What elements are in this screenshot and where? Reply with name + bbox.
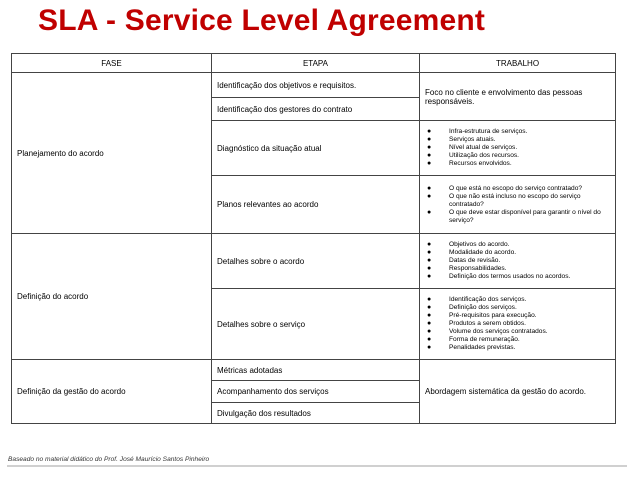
list-item: ● O que está no escopo do serviço contratado? xyxy=(427,184,583,192)
list-item: ● Produtos a serem obtidos. xyxy=(427,320,526,327)
bullet-icon: ● xyxy=(427,328,432,335)
etapa-divulgacao: Divulgação dos resultados xyxy=(212,403,420,424)
list-item: ● Forma de remuneração. xyxy=(427,336,520,343)
list-item: ● Definição dos termos usados no acordos. xyxy=(427,273,571,280)
bullet-icon: ● xyxy=(427,296,432,303)
bullet-icon: ● xyxy=(427,208,432,216)
fase-definicao: Definição do acordo xyxy=(12,234,212,360)
table-row xyxy=(12,360,616,381)
trabalho-servico-cell xyxy=(420,289,616,360)
fase-gestao: Definição da gestão do acordo xyxy=(12,360,212,424)
bullet-icon: ● xyxy=(427,312,432,319)
acordo-list xyxy=(425,241,610,281)
trabalho-diagnostico-cell xyxy=(420,121,616,176)
bullet-icon: ● xyxy=(427,136,432,143)
list-item: ● O que deve estar disponível para garantir o nível do serviço? xyxy=(427,208,601,224)
footer-divider xyxy=(7,465,627,467)
header-etapa: ETAPA xyxy=(212,54,420,73)
bullet-icon: ● xyxy=(427,344,432,351)
list-item: ● Volume dos serviços contratados. xyxy=(427,328,548,335)
trabalho-acordo-cell xyxy=(420,234,616,289)
servico-list xyxy=(425,296,610,352)
table-row xyxy=(12,73,616,98)
list-item: ● Nível atual de serviços. xyxy=(427,144,518,151)
bullet-icon: ● xyxy=(427,144,432,151)
list-item: ● Datas de revisão. xyxy=(427,257,501,264)
bullet-icon: ● xyxy=(427,304,432,311)
list-item: ● Modalidade do acordo. xyxy=(427,249,517,256)
list-item: ● Recursos envolvidos. xyxy=(427,160,512,167)
bullet-icon: ● xyxy=(427,128,432,135)
list-item: ● Responsabilidades. xyxy=(427,265,507,272)
list-item: ● Identificação dos serviços. xyxy=(427,296,527,303)
list-item: ● Objetivos do acordo. xyxy=(427,241,510,248)
slide-title: SLA - Service Level Agreement xyxy=(38,4,486,37)
etapa-detalhes-servico: Detalhes sobre o serviço xyxy=(212,289,420,360)
fase-planejamento: Planejamento do acordo xyxy=(12,73,212,234)
header-fase: FASE xyxy=(12,54,212,73)
bullet-icon: ● xyxy=(427,273,432,280)
list-item: ● Definição dos serviços. xyxy=(427,304,517,311)
planos-list xyxy=(425,185,610,225)
bullet-icon: ● xyxy=(427,152,432,159)
bullet-icon: ● xyxy=(427,320,432,327)
list-item: ● Utilização dos recursos. xyxy=(427,152,519,159)
list-item: ● Infra-estrutura de serviços. xyxy=(427,128,528,135)
list-item: ● O que não está incluso no escopo do serviço contratado? xyxy=(427,192,581,208)
etapa-detalhes-acordo: Detalhes sobre o acordo xyxy=(212,234,420,289)
etapa-diagnostico: Diagnóstico da situação atual xyxy=(212,121,420,176)
etapa-identificacao-gestores: Identificação dos gestores do contrato xyxy=(212,98,420,121)
bullet-icon: ● xyxy=(427,184,432,192)
bullet-icon: ● xyxy=(427,265,432,272)
bullet-icon: ● xyxy=(427,257,432,264)
diagnostico-list xyxy=(425,128,610,168)
trabalho-gestao: Abordagem sistemática da gestão do acordo. xyxy=(420,360,616,424)
sla-table xyxy=(11,53,616,424)
trabalho-foco-cliente: Foco no cliente e envolvimento das pessoas responsáveis. xyxy=(420,73,616,121)
header-trabalho: TRABALHO xyxy=(420,54,616,73)
etapa-metricas: Métricas adotadas xyxy=(212,360,420,381)
trabalho-planos-cell xyxy=(420,176,616,234)
bullet-icon: ● xyxy=(427,249,432,256)
header-row xyxy=(12,54,616,73)
bullet-icon: ● xyxy=(427,160,432,167)
table-row xyxy=(12,234,616,289)
list-item: ● Pré-requisitos para execução. xyxy=(427,312,537,319)
etapa-planos: Planos relevantes ao acordo xyxy=(212,176,420,234)
list-item: ● Penalidades previstas. xyxy=(427,344,516,351)
list-item: ● Serviços atuais. xyxy=(427,136,496,143)
etapa-acompanhamento: Acompanhamento dos serviços xyxy=(212,381,420,403)
etapa-identificacao-objetivos: Identificação dos objetivos e requisitos. xyxy=(212,73,420,98)
bullet-icon: ● xyxy=(427,192,432,200)
footer-credit: Baseado no material didático do Prof. José Maurício Santos Pinheiro xyxy=(8,456,210,463)
bullet-icon: ● xyxy=(427,336,432,343)
bullet-icon: ● xyxy=(427,241,432,248)
